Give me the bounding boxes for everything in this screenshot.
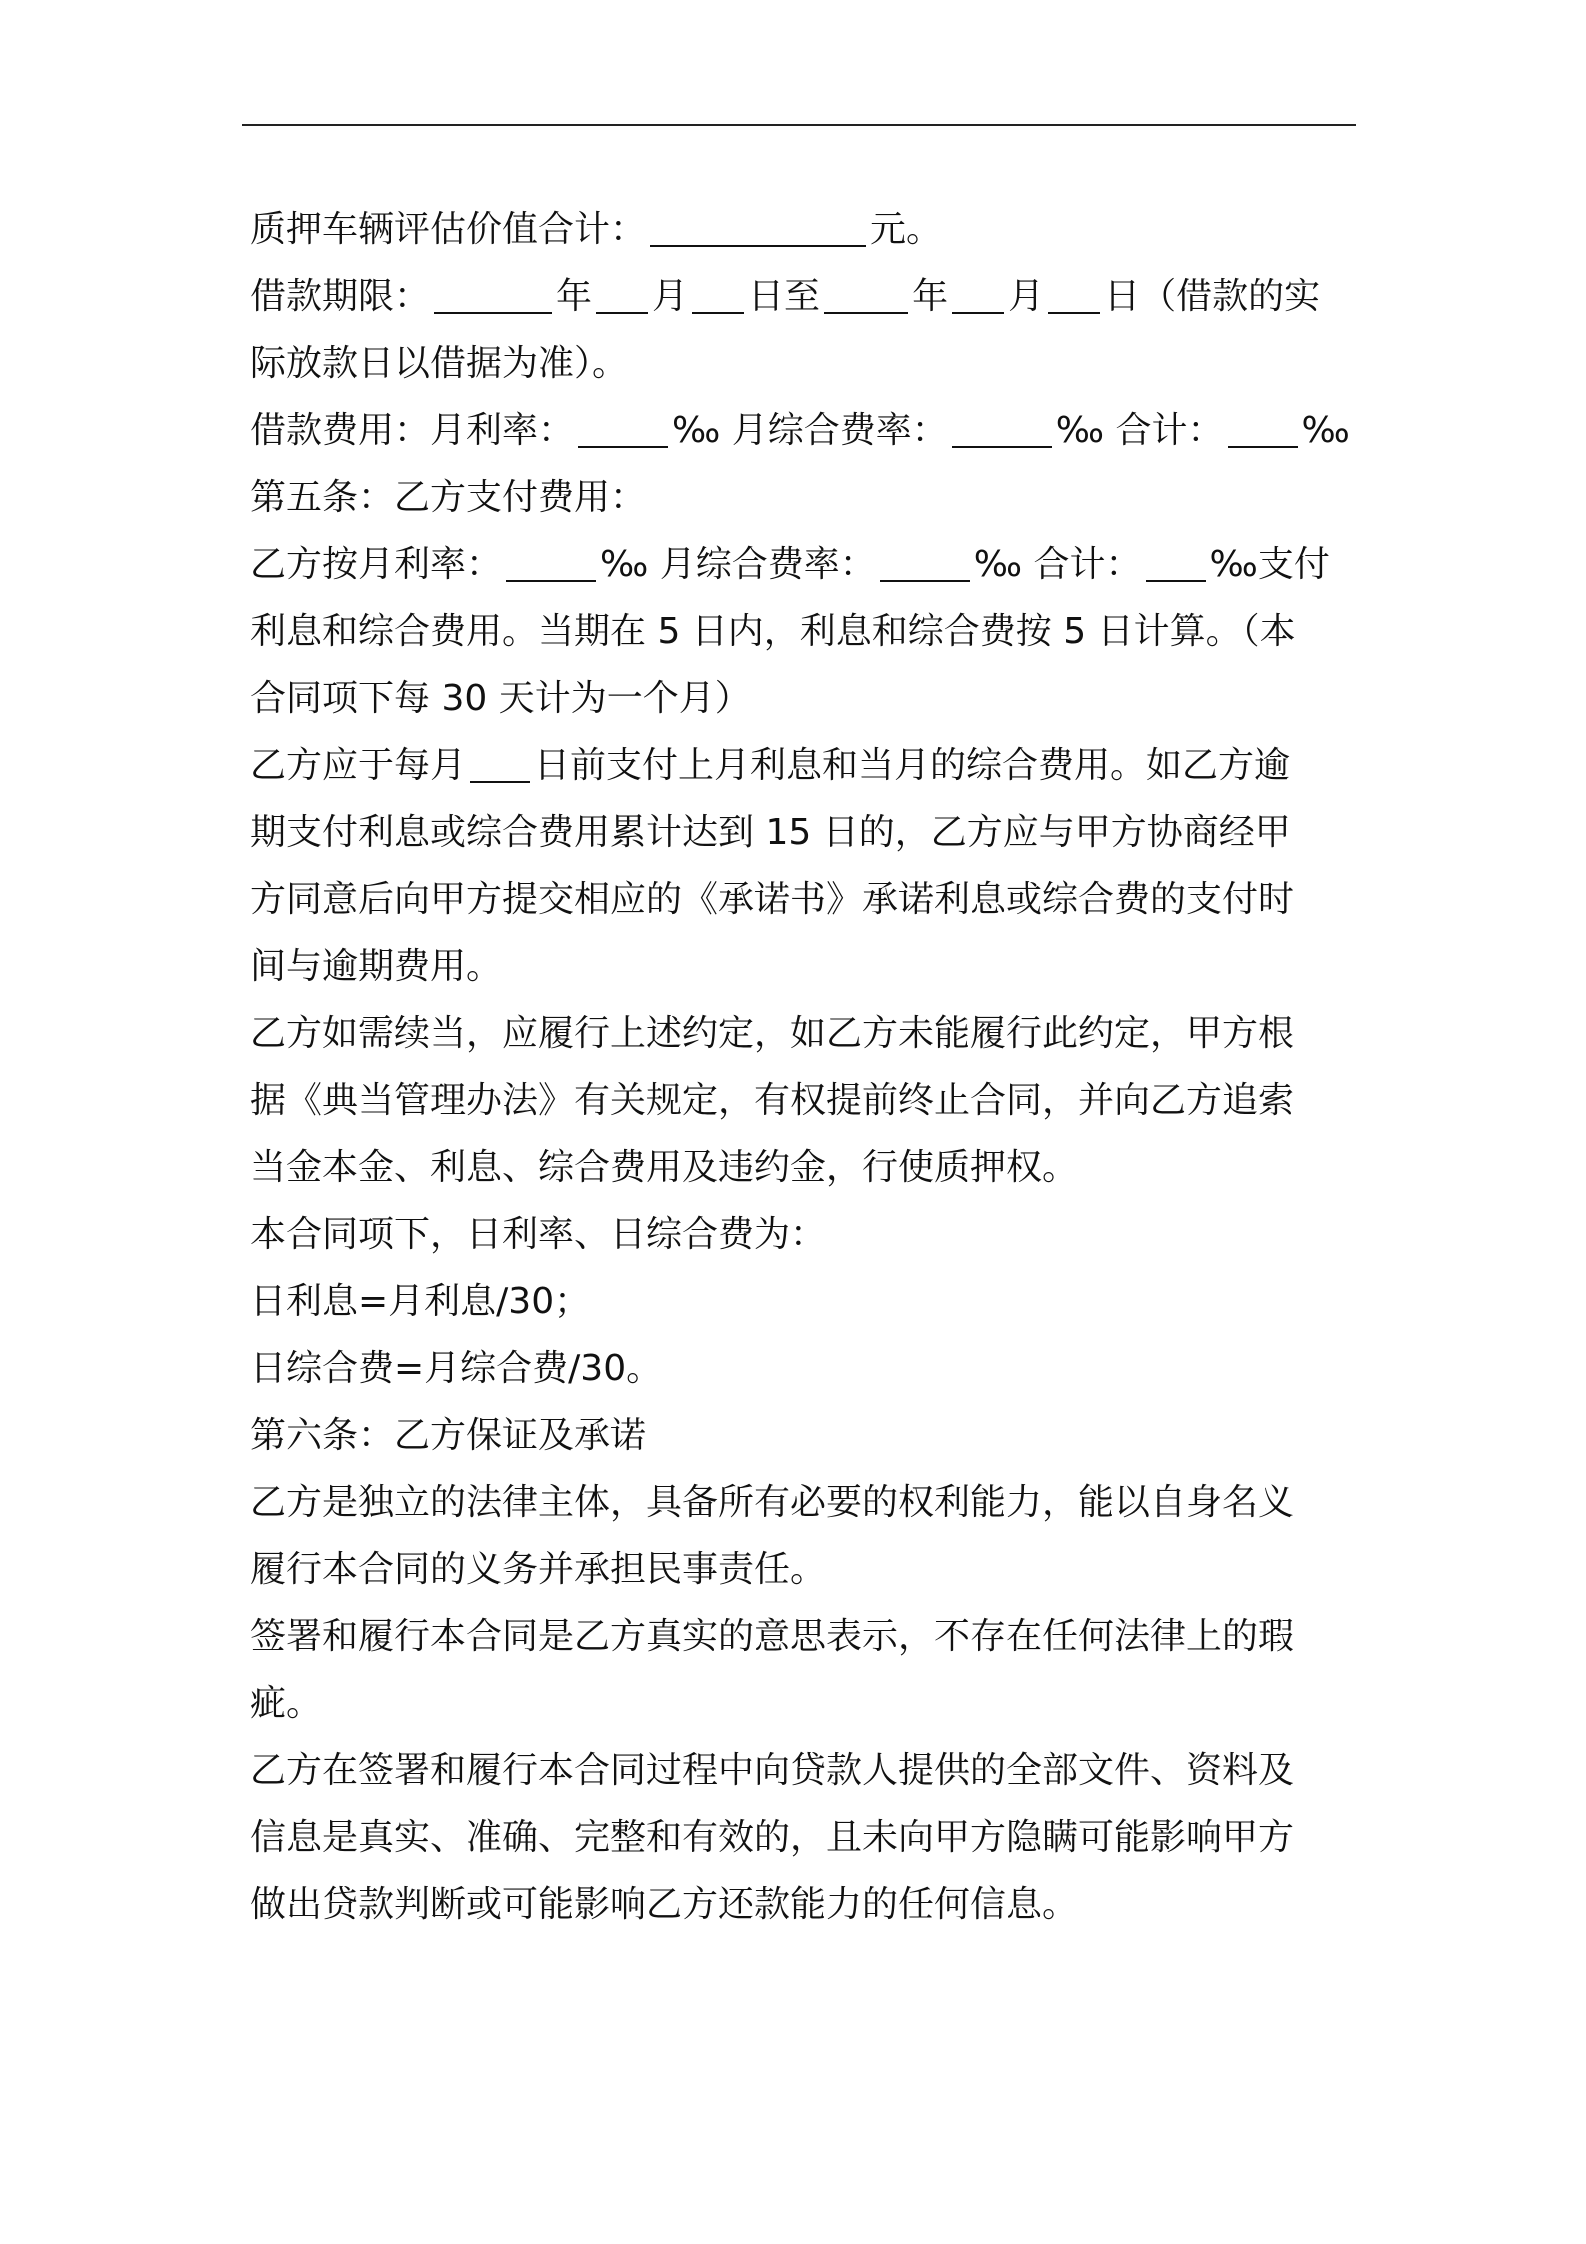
- fill-in-blank[interactable]: [578, 404, 668, 448]
- text: 乙方按月利率：: [250, 544, 503, 585]
- text: 质押车辆评估价值合计：: [250, 209, 647, 250]
- paragraph-line: 履行本合同的义务并承担民事责任。: [250, 1549, 827, 1590]
- paragraph-line: 日综合费=月综合费/30。: [250, 1348, 663, 1389]
- fill-in-blank[interactable]: [596, 270, 648, 314]
- text: 月: [652, 276, 689, 317]
- fill-in-blank[interactable]: [1228, 404, 1298, 448]
- paragraph-line: 信息是真实、准确、完整和有效的，且未向甲方隐瞒可能影响甲方: [250, 1817, 1295, 1858]
- header-rule: [242, 124, 1356, 126]
- fill-in-blank[interactable]: [952, 404, 1052, 448]
- fill-in-blank[interactable]: [952, 270, 1004, 314]
- fill-in-blank[interactable]: [506, 538, 596, 582]
- text: ‰: [1301, 410, 1350, 451]
- paragraph-line: 据《典当管理办法》有关规定，有权提前终止合同，并向乙方追索: [250, 1080, 1295, 1121]
- article-heading: 第五条：乙方支付费用：: [250, 477, 647, 518]
- paragraph-line: [250, 196, 1360, 263]
- paragraph-line: [250, 397, 1360, 464]
- paragraph-line: 乙方是独立的法律主体，具备所有必要的权利能力，能以自身名义: [250, 1482, 1295, 1523]
- paragraph-line: 际放款日以借据为准）。: [250, 343, 629, 384]
- paragraph-line: 做出贷款判断或可能影响乙方还款能力的任何信息。: [250, 1884, 1079, 1925]
- text: 日（借款的实: [1104, 276, 1321, 317]
- text: ‰ 合计：: [1055, 410, 1224, 451]
- text: 借款费用：月利率：: [250, 410, 575, 451]
- paragraph-line: [250, 531, 1360, 598]
- paragraph-line: 日利息=月利息/30；: [250, 1281, 591, 1322]
- fill-in-blank[interactable]: [434, 270, 552, 314]
- fill-in-blank[interactable]: [880, 538, 970, 582]
- fill-in-blank[interactable]: [824, 270, 908, 314]
- text: 年: [912, 276, 949, 317]
- paragraph-line: 本合同项下，日利率、日综合费为：: [250, 1214, 827, 1255]
- text: ‰ 合计：: [973, 544, 1142, 585]
- article-heading: 第六条：乙方保证及承诺: [250, 1415, 647, 1456]
- fill-in-blank[interactable]: [1048, 270, 1100, 314]
- paragraph-line: [250, 263, 1360, 330]
- fill-in-blank[interactable]: [1146, 538, 1206, 582]
- text: 乙方应于每月: [250, 745, 467, 786]
- fill-in-blank[interactable]: [692, 270, 744, 314]
- paragraph-line: 签署和履行本合同是乙方真实的意思表示，不存在任何法律上的瑕: [250, 1616, 1295, 1657]
- text: 日至: [748, 276, 821, 317]
- fill-in-blank[interactable]: [650, 203, 866, 247]
- text: 借款期限：: [250, 276, 431, 317]
- paragraph-line: 方同意后向甲方提交相应的《承诺书》承诺利息或综合费的支付时: [250, 879, 1295, 920]
- text: ‰ 月综合费率：: [600, 544, 876, 585]
- text: 月: [1008, 276, 1045, 317]
- paragraph-line: 乙方在签署和履行本合同过程中向贷款人提供的全部文件、资料及: [250, 1750, 1295, 1791]
- paragraph-line: 期支付利息或综合费用累计达到 15 日的，乙方应与甲方协商经甲: [250, 812, 1291, 853]
- text: ‰ 月综合费率：: [672, 410, 948, 451]
- fill-in-blank[interactable]: [470, 739, 530, 783]
- paragraph-line: 乙方如需续当，应履行上述约定，如乙方未能履行此约定，甲方根: [250, 1013, 1295, 1054]
- paragraph-line: 合同项下每 30 天计为一个月）: [250, 678, 751, 719]
- text: ‰支付: [1209, 544, 1330, 585]
- paragraph-line: [250, 732, 1360, 799]
- paragraph-line: 利息和综合费用。当期在 5 日内，利息和综合费按 5 日计算。（本: [250, 611, 1296, 652]
- text: 日前支付上月利息和当月的综合费用。如乙方逾: [534, 745, 1291, 786]
- document-body: [250, 196, 1360, 1938]
- paragraph-line: 当金本金、利息、综合费用及违约金，行使质押权。: [250, 1147, 1079, 1188]
- text: 年: [556, 276, 593, 317]
- paragraph-line: 疵。: [250, 1683, 323, 1724]
- paragraph-line: 间与逾期费用。: [250, 946, 503, 987]
- text: 元。: [870, 209, 943, 250]
